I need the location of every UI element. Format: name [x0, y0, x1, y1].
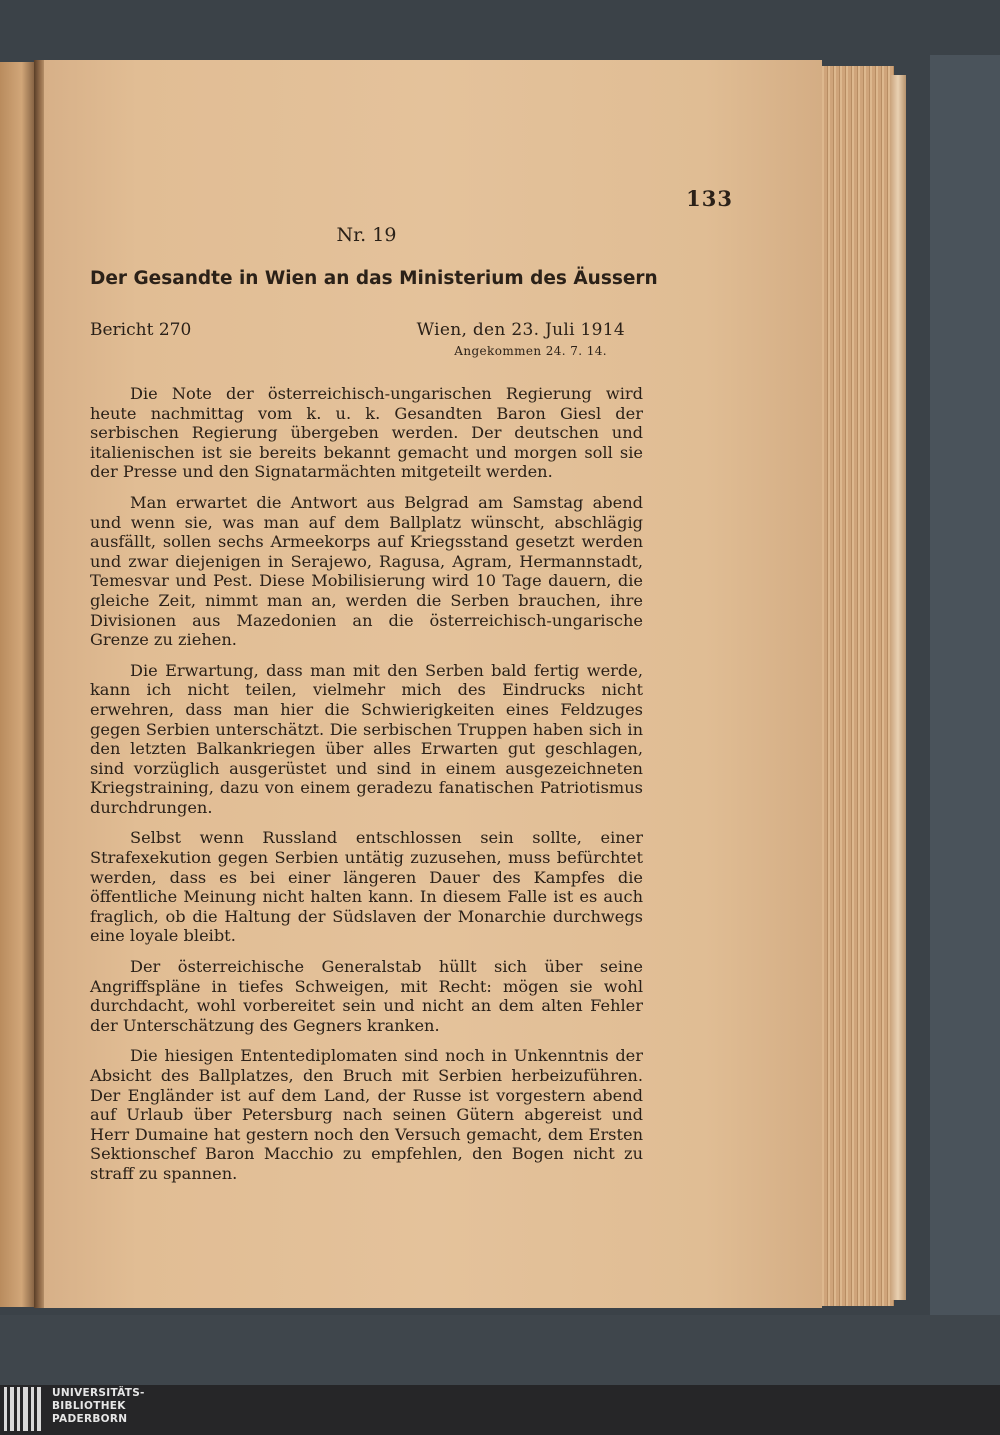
left-page-edge — [0, 62, 36, 1307]
library-name — [52, 1387, 145, 1426]
library-footer — [0, 1385, 1000, 1435]
received-note: Angekommen 24. 7. 14. — [454, 344, 607, 358]
body-text — [90, 384, 643, 1195]
paragraph: Die Note der österreichisch-ungarischen Regierung wird heute nachmittag vom k. u. k. Gesandten Baron Giesl der serbischen Regierung übergeben werden. Der deutschen und italienischen ist sie bereits bekannt gemacht und morgen soll sie der Presse und den Signatarmächten mitgeteilt werden. — [90, 384, 643, 482]
page-number: 133 — [686, 186, 733, 211]
book-page — [44, 60, 822, 1308]
library-name-line: BIBLIOTHEK — [52, 1400, 126, 1412]
paragraph: Die hiesigen Ententediplomaten sind noch in Unkenntnis der Absicht des Ballplatzes, den Bruch mit Serbien herbeizuführen. Der Engländer ist auf dem Land, der Russe ist vorgestern abend auf Urlaub über Petersburg nach seinen Gütern abgereist und Herr Dumaine hat gestern noch den Versuch gemacht, dem Ersten Sektionschef Baron Macchio zu empfehlen, den Bogen nicht zu straff zu spannen. — [90, 1046, 643, 1183]
paragraph: Die Erwartung, dass man mit den Serben bald fertig werde, kann ich nicht teilen, vielmehr mich des Eindrucks nicht erwehren, dass man hier die Schwierigkeiten eines Feldzuges gegen Serbien unterschätzt. Die serbischen Truppen haben sich in den letzten Balkankriegen über alles Erwarten gut geschlagen, sind vorzüglich ausgerüstet und sind in einem ausgezeichneten Kriegstraining, dazu von einem geradezu fanatischen Patriotismus durchdrungen. — [90, 660, 643, 817]
paragraph: Der österreichische Generalstab hüllt sich über seine Angriffspläne in tiefes Schweigen, mit Recht: mögen sie wohl durchdacht, wohl vorbereitet sein und nicht an dem alten Fehler der Unterschätzung des Gegners kranken. — [90, 957, 643, 1035]
page-heading: Der Gesandte in Wien an das Ministerium des Äussern — [90, 268, 658, 289]
paragraph: Selbst wenn Russland entschlossen sein sollte, einer Strafexekution gegen Serbien untätig zuzusehen, muss befürchtet werden, dass es bei einer längeren Dauer des Kampfes die öffentliche Meinung nicht halten kann. In diesem Falle ist es auch fraglich, ob die Haltung der Südslaven der Monarchie durchwegs eine loyale bleibt. — [90, 828, 643, 946]
page-stack-edges — [818, 66, 894, 1306]
book-cover-edge — [930, 55, 1000, 1325]
library-name-line: PADERBORN — [52, 1413, 128, 1425]
report-id: Bericht 270 — [90, 320, 192, 340]
report-date: Wien, den 23. Juli 1914 — [416, 320, 625, 340]
library-bars-logo-icon — [4, 1387, 44, 1431]
document-number: Nr. 19 — [336, 224, 397, 246]
paragraph: Man erwartet die Antwort aus Belgrad am Samstag abend und wenn sie, was man auf dem Ballplatz wünscht, abschlägig ausfällt, sollen sechs Armeekorps auf Kriegsstand gesetzt werden und zwar diejenigen in Serajewo, Ragusa, Agram, Hermannstadt, Temesvar und Pest. Diese Mobilisierung wird 10 Tage dauern, die gleiche Zeit, nimmt man an, werden die Serben brauchen, ihre Divisionen aus Mazedonien an die österreichisch-ungarische Grenze zu ziehen. — [90, 492, 643, 650]
library-name-line: UNIVERSITÄTS- — [52, 1387, 145, 1399]
book-cover-bottom — [0, 1315, 1000, 1385]
page-stack-shade — [890, 75, 906, 1300]
